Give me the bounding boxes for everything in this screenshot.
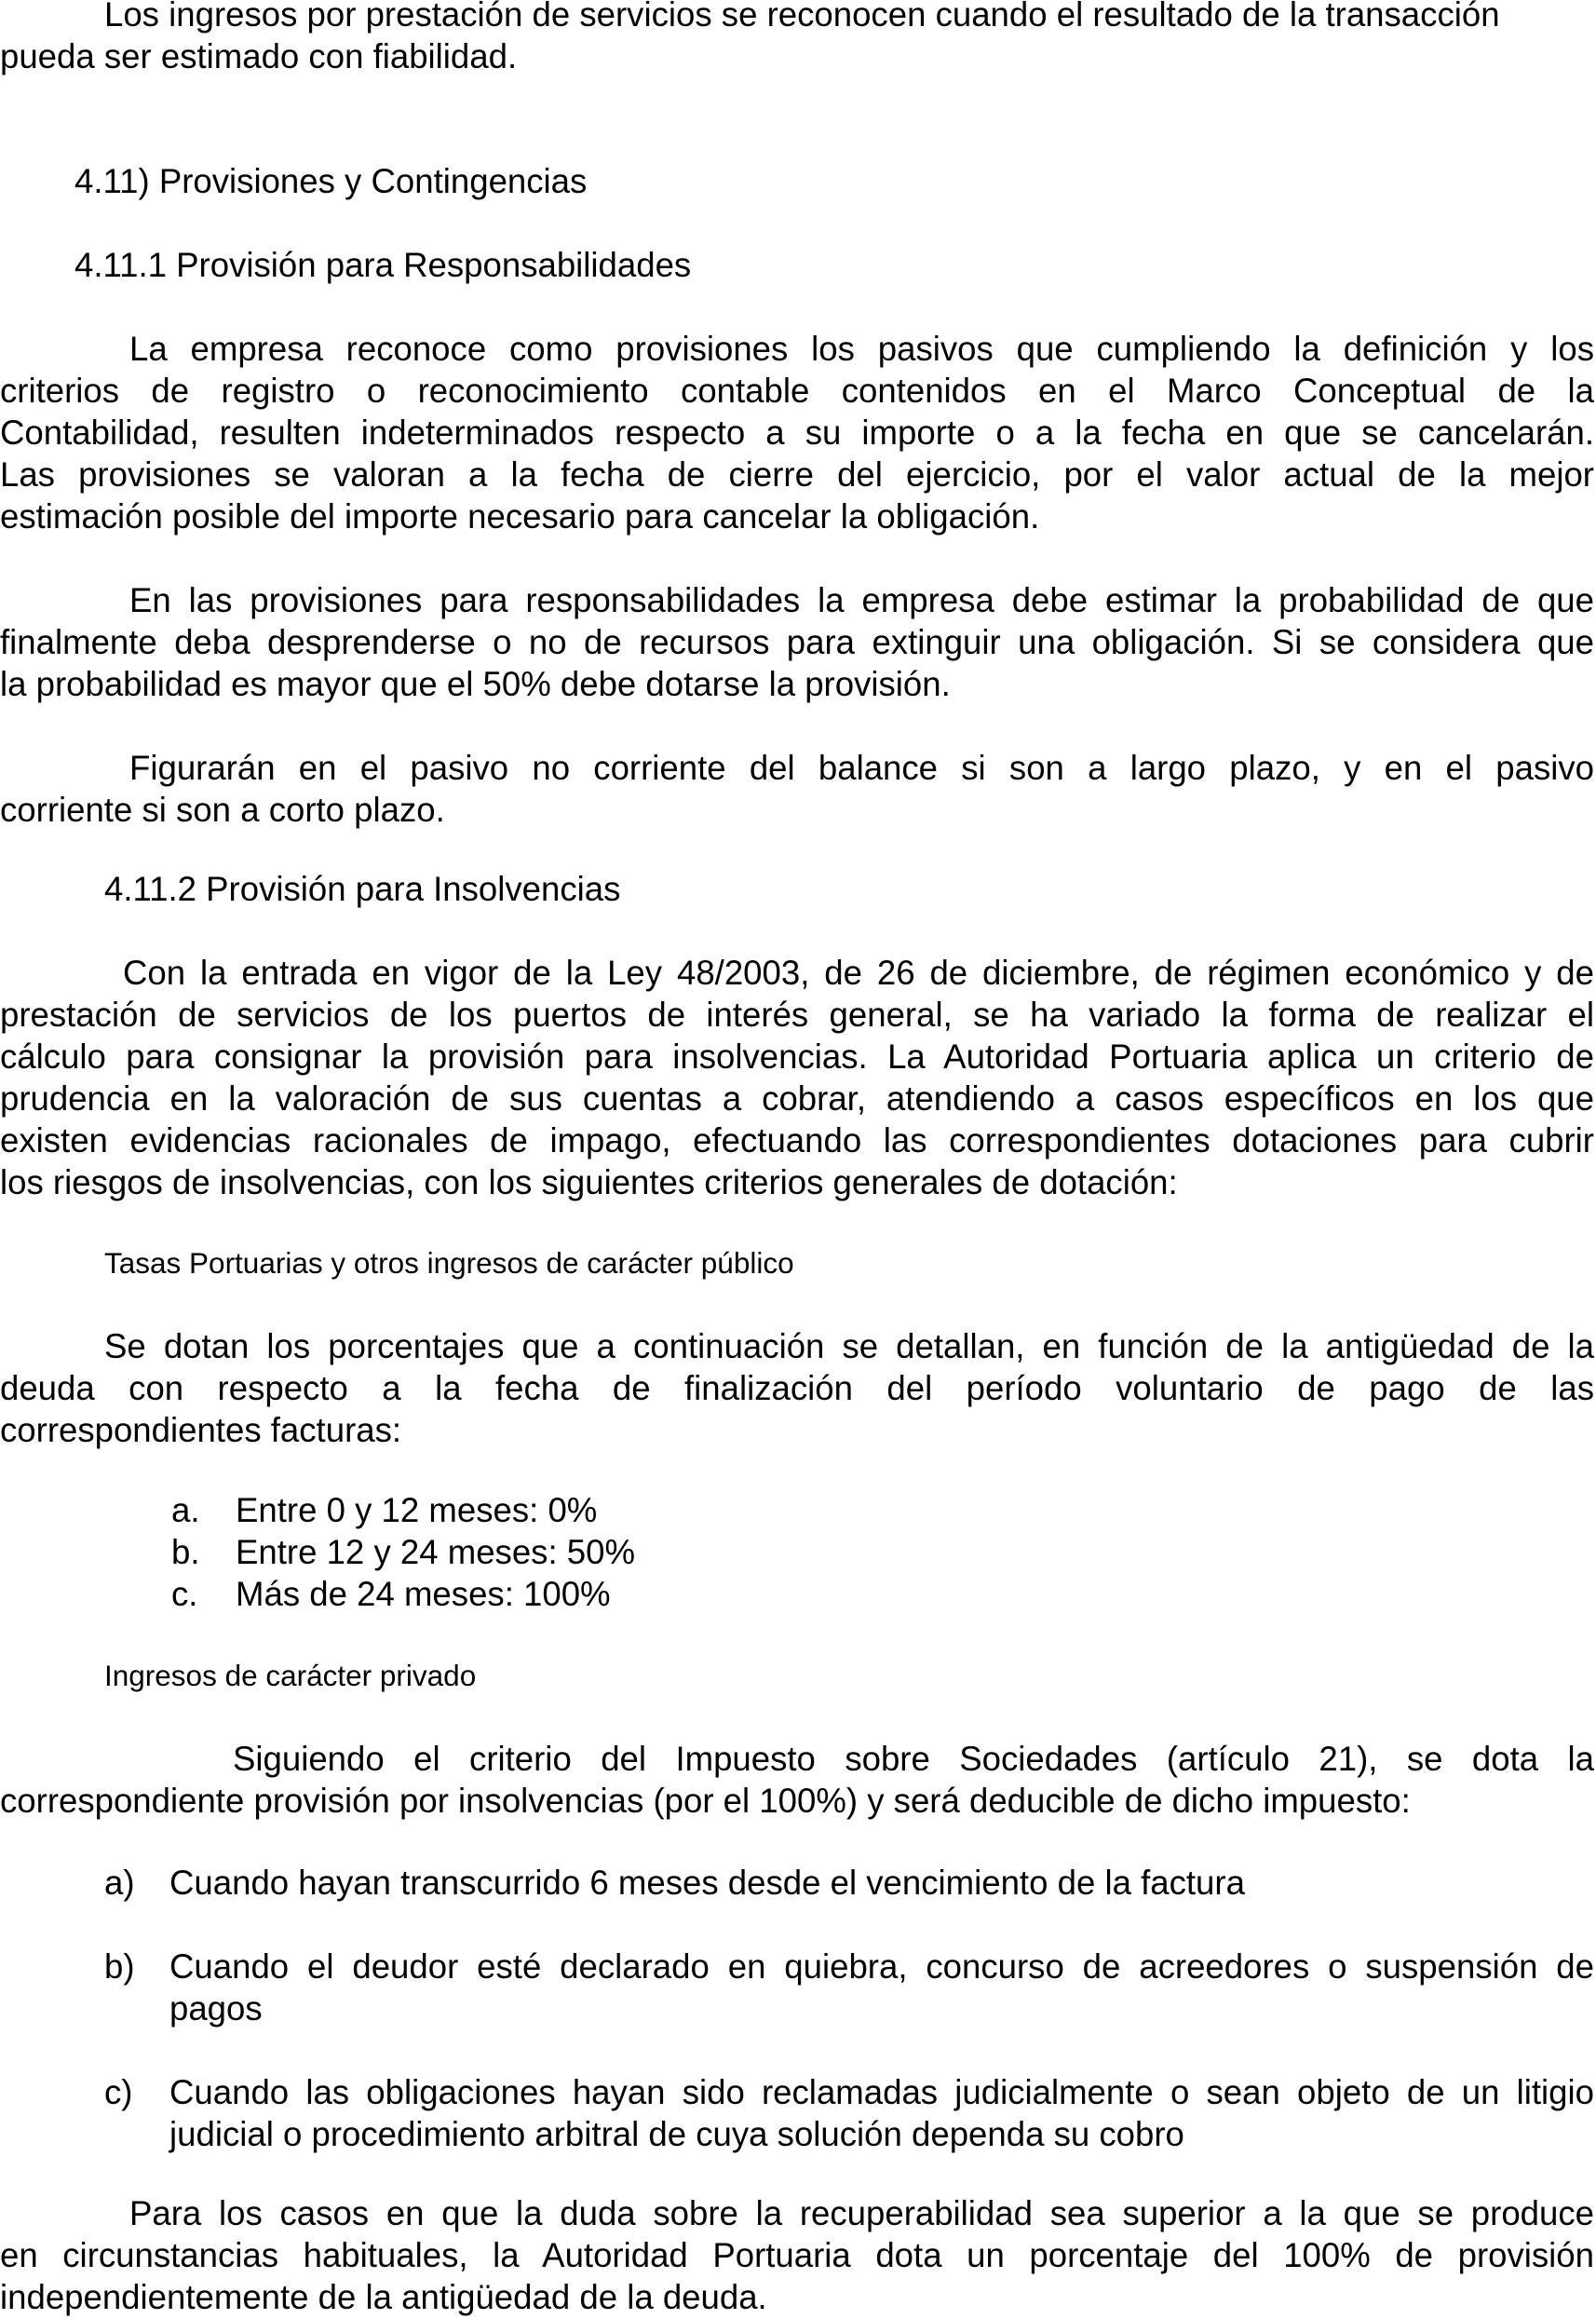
paragraph-line: existen evidencias racionales de impago, efectuando las correspondientes dotaciones para cubrir xyxy=(0,1121,1594,1160)
paragraph-line: prudencia en la valoración de sus cuentas a cobrar, atendiendo a casos específicos en los que xyxy=(0,1079,1594,1118)
list-item: Entre 0 y 12 meses: 0% xyxy=(236,1491,598,1529)
paragraph-line: en circunstancias habituales, la Autoridad Portuaria dota un porcentaje del 100% de provisión xyxy=(0,2236,1594,2274)
paragraph-line: los riesgos de insolvencias, con los siguientes criterios generales de dotación: xyxy=(0,1163,1178,1201)
list-item: Cuando las obligaciones hayan sido reclamadas judicialmente o sean objeto de un litigio xyxy=(169,2073,1594,2111)
list-marker: c) xyxy=(104,2073,133,2111)
paragraph-line: cálculo para consignar la provisión para insolvencias. La Autoridad Portuaria aplica un criterio de xyxy=(0,1037,1594,1076)
paragraph-line: La empresa reconoce como provisiones los pasivos que cumpliendo la definición y los xyxy=(129,330,1594,368)
paragraph-line: correspondiente provisión por insolvencias (por el 100%) y será deducible de dicho impuesto: xyxy=(0,1782,1411,1820)
paragraph-line: independientemente de la antigüedad de la deuda. xyxy=(0,2278,767,2316)
list-marker: b) xyxy=(104,1947,135,1986)
category-heading: Ingresos de carácter privado xyxy=(104,1659,477,1692)
list-item: pagos xyxy=(169,1989,263,2027)
list-item: Entre 12 y 24 meses: 50% xyxy=(236,1533,636,1571)
paragraph-line: finalmente deba desprenderse o no de recursos para extinguir una obligación. Si se considera que xyxy=(0,623,1594,661)
list-marker: c. xyxy=(171,1575,198,1613)
subsection-heading: 4.11.2 Provisión para Insolvencias xyxy=(104,870,621,908)
section-heading: 4.11) Provisiones y Contingencias xyxy=(74,162,588,200)
paragraph-line: Las provisiones se valoran a la fecha de cierre del ejercicio, por el valor actual de la mejor xyxy=(0,455,1594,494)
intro-line: Los ingresos por prestación de servicios se reconocen cuando el resultado de la transacción xyxy=(104,0,1500,34)
list-marker: a) xyxy=(104,1864,135,1902)
intro-line: pueda ser estimado con fiabilidad. xyxy=(0,37,518,75)
list-marker: a. xyxy=(171,1491,200,1529)
paragraph-line: En las provisiones para responsabilidades la empresa debe estimar la probabilidad de que xyxy=(129,581,1594,619)
paragraph-line: Contabilidad, resulten indeterminados respecto a su importe o a la fecha en que se cancelarán. xyxy=(0,414,1594,452)
paragraph-line: correspondientes facturas: xyxy=(0,1411,402,1449)
paragraph-line: Siguiendo el criterio del Impuesto sobre Sociedades (artículo 21), se dota la xyxy=(233,1740,1594,1778)
paragraph-line: corriente si son a corto plazo. xyxy=(0,791,445,829)
list-item: judicial o procedimiento arbitral de cuya solución dependa su cobro xyxy=(169,2115,1184,2153)
paragraph-line: la probabilidad es mayor que el 50% debe dotarse la provisión. xyxy=(0,665,951,703)
list-item: Más de 24 meses: 100% xyxy=(236,1575,611,1613)
paragraph-line: estimación posible del importe necesario para cancelar la obligación. xyxy=(0,497,1040,536)
paragraph-line: prestación de servicios de los puertos de interés general, se ha variado la forma de realizar el xyxy=(0,996,1594,1034)
paragraph-line: Con la entrada en vigor de la Ley 48/2003, de 26 de diciembre, de régimen económico y de xyxy=(123,954,1594,992)
list-item: Cuando hayan transcurrido 6 meses desde el vencimiento de la factura xyxy=(169,1864,1245,1902)
paragraph-line: Figurarán en el pasivo no corriente del balance si son a largo plazo, y en el pasivo xyxy=(129,749,1594,787)
paragraph-line: Se dotan los porcentajes que a continuación se detallan, en función de la antigüedad de la xyxy=(104,1327,1594,1365)
paragraph-line: deuda con respecto a la fecha de finalización del período voluntario de pago de las xyxy=(0,1369,1594,1407)
category-heading: Tasas Portuarias y otros ingresos de carácter público xyxy=(104,1246,794,1280)
list-marker: b. xyxy=(171,1533,200,1571)
paragraph-line: Para los casos en que la duda sobre la recuperabilidad sea superior a la que se produce xyxy=(129,2194,1594,2232)
list-item: Cuando el deudor esté declarado en quiebra, concurso de acreedores o suspensión de xyxy=(169,1947,1594,1986)
paragraph-line: criterios de registro o reconocimiento contable contenidos en el Marco Conceptual de la xyxy=(0,372,1594,410)
subsection-heading: 4.11.1 Provisión para Responsabilidades xyxy=(74,246,692,284)
